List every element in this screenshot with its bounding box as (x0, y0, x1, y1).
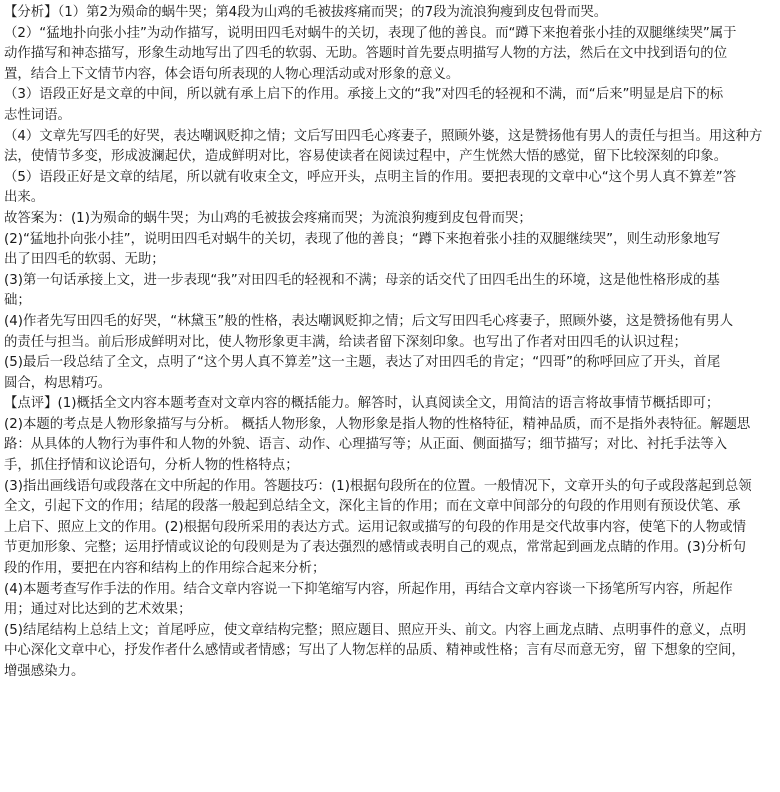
text-line: 志性词语。 (4, 107, 71, 123)
text-line: 手，抓住抒情和议论语句，分析人物的性格特点； (4, 458, 299, 474)
text-line: (3)第一句话承接上文，进一步表现“我”对田四毛的轻视和不满；母亲的话交代了田四毛出生的环境，这是他性格形成的基 (4, 272, 720, 288)
text-line: 用；通过对比达到的艺术效果； (4, 602, 192, 618)
text-line: (2)“猛地扑向张小挂”，说明田四毛对蜗牛的关切，表现了他的善良；“蹲下来抱着张小挂的双腿继续哭”，则生动形象地写 (4, 231, 721, 247)
text-line: （5）语段正好是文章的结尾，所以就有收束全文，呼应开头，点明主旨的作用。要把表现的文章中心“这个男人真不算差”答 (4, 169, 737, 185)
text-line: （2）“猛地扑向张小挂”为动作描写，说明田四毛对蜗牛的关切，表现了他的善良。而“蹲下来抱着张小挂的双腿继续哭”属于 (4, 25, 737, 41)
text-line: 动作描写和神态描写，形象生动地写出了四毛的软弱、无助。答题时首先要点明描写人物的方法，然后在文中找到语句的位 (4, 46, 728, 62)
text-line: 出来。 (4, 190, 45, 206)
text-line: 出了田四毛的软弱、无助； (4, 252, 165, 268)
text-line: （3）语段正好是文章的中间，所以就有承上启下的作用。承接上文的“我”对四毛的轻视和不满，而“后来”明显是启下的标 (4, 87, 724, 103)
text-line: 的责任与担当。前后形成鲜明对比，使人物形象更丰满，给读者留下深刻印象。也写出了作者对田四毛的认识过程； (4, 334, 687, 350)
text-line: 置，结合上下文情节内容，体会语句所表现的人物心理活动或对形象的意义。 (4, 66, 460, 82)
text-line: 增强感染力。 (4, 664, 85, 679)
text-line: (5)最后一段总结了全文，点明了“这个男人真不算差”这一主题，表达了对田四毛的肯定；“四哥”的称呼回应了开头，首尾 (4, 355, 721, 371)
text-line: 上启下、照应上文的作用。(2)根据句段所采用的表达方式。运用记叙或描写的句段的作用是交代故事内容，使笔下的人物或情 (4, 519, 747, 535)
text-line: (3)指出画线语句或段落在文中所起的作用。答题技巧：(1)根据句段所在的位置。一般情况下，文章开头的句子或段落起到总领 (4, 478, 752, 494)
text-line: （4）文章先写四毛的好哭，表达嘲讽贬抑之情；文后写田四毛心疼妻子，照顾外婆，这是赞扬他有男人的责任与担当。用这种方 (4, 128, 763, 144)
text-line: 法，使情节多变，形成波澜起伏，造成鲜明对比，容易使读者在阅读过程中，产生恍然大悟的感觉，留下比较深刻的印象。 (4, 149, 728, 165)
text-line: 中心深化文章中心，抒发作者什么感情或者情感；写出了人物怎样的品质、精神或性格；言有尽而意无穷，留 下想象的空间， (4, 643, 745, 659)
text-line: (5)结尾结构上总结上文；首尾呼应，使文章结构完整；照应题目、照应开头、前文。内容上画龙点睛、点明事件的意义，点明 (4, 622, 747, 638)
text-line: (4)本题考查写作手法的作用。结合文章内容说一下抑笔缩写内容，所起作用，再结合文章内容谈一下扬笔所写内容，所起作 (4, 581, 733, 597)
text-line: 圆合，构思精巧。 (4, 375, 112, 391)
text-line: (2)本题的考点是人物形象描写与分析。 概括人物形象，人物形象是指人物的性格特征，精神品质，而不是指外表特征。解题思 (4, 416, 751, 432)
text-line: (4)作者先写田四毛的好哭，“林黛玉”般的性格，表达嘲讽贬抑之情；后文写田四毛心疼妻子，照顾外婆，这是赞扬他有男人 (4, 313, 734, 329)
text-line: 节更加形象、完整；运用抒情或议论的句段则是为了表达强烈的感情或表明自己的观点，常常起到画龙点睛的作用。(3)分析句 (4, 540, 747, 556)
text-line: 【点评】(1)概括全文内容本题考查对文章内容的概括能力。解答时，认真阅读全文，用简洁的语言将故事情节概括即可； (4, 396, 720, 412)
text-line: 全文，引起下文的作用；结尾的段落一般起到总结全文，深化主旨的作用；而在文章中间部分的句段的作用则有预设伏笔、承 (4, 499, 741, 515)
text-line: 故答案为：(1)为殒命的蜗牛哭；为山鸡的毛被拔会疼痛而哭；为流浪狗瘦到皮包骨而哭； (4, 210, 532, 226)
text-line: 【分析】（1）第2为殒命的蜗牛哭；第4段为山鸡的毛被拔疼痛而哭；的7段为流浪狗瘦到皮包骨而哭。 (4, 5, 608, 20)
text-line: 础； (4, 293, 31, 309)
text-line: 路：从具体的人物行为事件和人物的外貌、语言、动作、心理描写等；从正面、侧面描写；细节描写；对比、衬托手法等入 (4, 437, 728, 453)
text-line: 段的作用，要把在内容和结构上的作用综合起来分析； (4, 561, 326, 577)
